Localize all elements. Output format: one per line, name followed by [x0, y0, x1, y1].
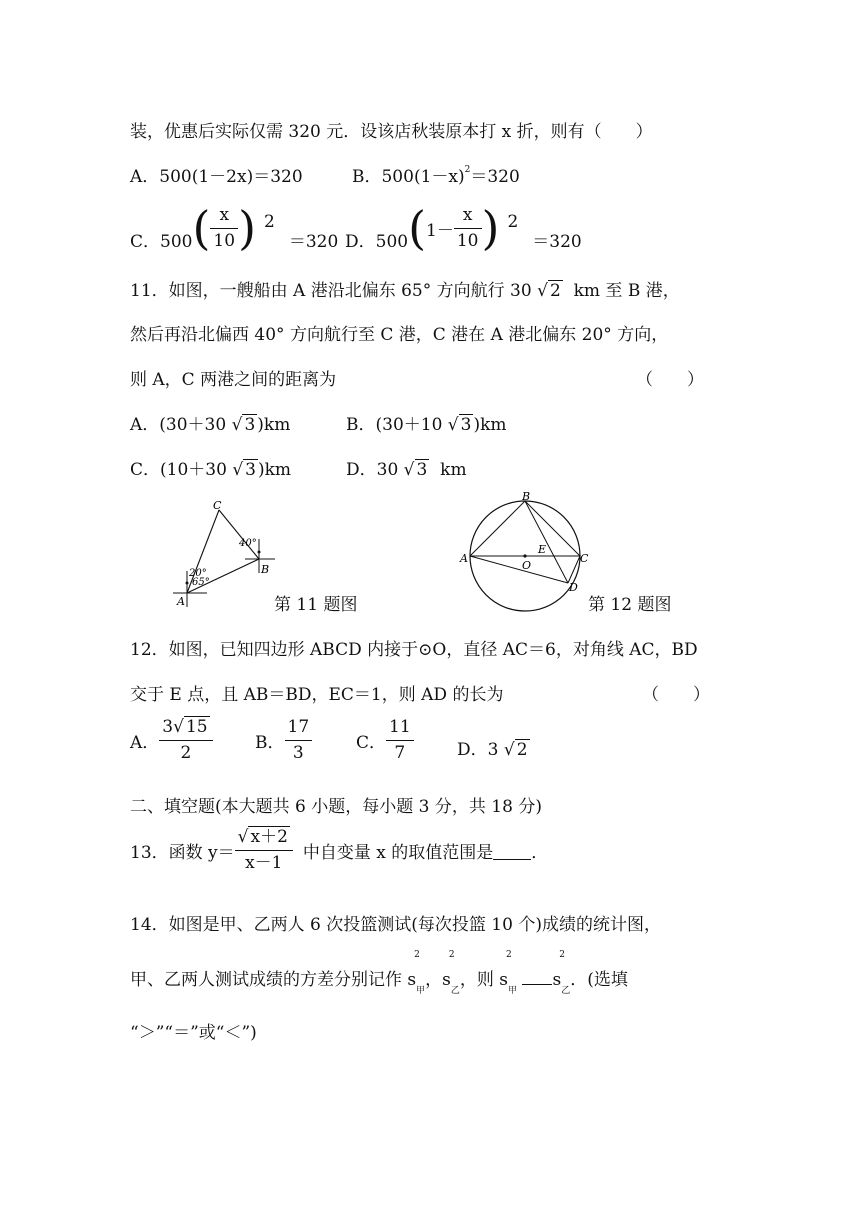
- fig11-angle-65: 65°: [192, 577, 210, 588]
- q10-stem-tail: 装，优惠后实际仅需 320 元．设该店秋装原本打 x 折，则有（ ）: [130, 122, 653, 142]
- q12-option-d: D．3 √ 2: [457, 740, 528, 760]
- fig11-label-c: C: [213, 499, 222, 512]
- fig12-label-a: A: [460, 552, 468, 565]
- fig11-diagram: [165, 495, 285, 610]
- fig12-label-e: E: [538, 543, 547, 556]
- fig12-label-o: O: [522, 559, 532, 572]
- fig11-angle-20: 20°: [189, 568, 207, 579]
- fig11-label-a: A: [177, 595, 185, 608]
- q12-line2: 交于 E 点，且 AB＝BD，EC＝1，则 AD 的长为: [130, 685, 504, 705]
- fig12-label-d: D: [569, 581, 578, 594]
- q11-answer-paren: （ ）: [636, 370, 704, 390]
- q11-option-d: D．30 √ 3 km: [346, 460, 467, 480]
- q11-line1: 11．如图，一艘船由 A 港沿北偏东 65° 方向航行 30 √ 2 km 至 B 港，: [130, 281, 680, 301]
- q12-option-c: C． $\frac{11}{7}$: [356, 718, 414, 762]
- q12-line1: 12．如图，已知四边形 ABCD 内接于⊙O，直径 AC＝6，对角线 AC，BD: [130, 640, 698, 660]
- fig12-label-c: C: [580, 552, 589, 565]
- q14-answer-blank[interactable]: [522, 968, 552, 985]
- fig11-caption: 第 11 题图: [274, 595, 358, 615]
- q13-answer-blank[interactable]: [493, 841, 531, 860]
- q12-option-a: A． $\frac{3√ 15}{2}$: [130, 718, 213, 762]
- q11-line2: 然后再沿北偏西 40° 方向航行至 C 港，C 港在 A 港北偏东 20° 方向，: [130, 325, 669, 345]
- q12-option-b: B． $\frac{17}{3}$: [255, 718, 312, 762]
- q13-line: 13．函数 y＝ $\frac{√ x+2}{x-1}$ 中自变量 x 的取值范围是 ．: [130, 827, 549, 873]
- fig12-diagram: [458, 490, 593, 615]
- fig12-label-b: B: [522, 490, 531, 503]
- q10-option-d: D．500 ( 1－ $\frac{x}{10}$ ) 2 ＝320: [345, 201, 582, 255]
- q11-line3: 则 A，C 两港之间的距离为: [130, 370, 337, 390]
- q11-option-b: B．(30＋10 √ 3 )km: [346, 415, 507, 435]
- q10-option-c: C．500 ( $\frac{x}{10}$ ) 2 ＝320: [130, 201, 339, 255]
- q11-option-a: A．(30＋30 √ 3 )km: [130, 415, 291, 435]
- q14-line1: 14．如图是甲、乙两人 6 次投篮测试(每次投篮 10 个)成绩的统计图，: [130, 915, 661, 935]
- q12-answer-paren: （ ）: [642, 685, 710, 705]
- q14-line2: 甲、乙两人测试成绩的方差分别记作 s 2 甲，s 2 乙，则 s 2 甲 s 2 乙．(选填: [130, 950, 628, 996]
- section-2-heading: 二、填空题(本大题共 6 小题，每小题 3 分，共 18 分): [130, 797, 542, 817]
- q14-line3: “＞”“＝”或“＜”): [130, 1023, 257, 1043]
- q10-option-b: B．$500(1-x)^2=320$: [352, 165, 520, 187]
- q11-option-c: C．(10＋30 √ 3 )km: [130, 460, 292, 480]
- fig11-angle-40: 40°: [239, 538, 257, 549]
- q10-option-a: A．500(1－2x)＝320: [130, 167, 303, 187]
- fig11-label-b: B: [261, 563, 270, 576]
- fig12-caption: 第 12 题图: [588, 595, 672, 615]
